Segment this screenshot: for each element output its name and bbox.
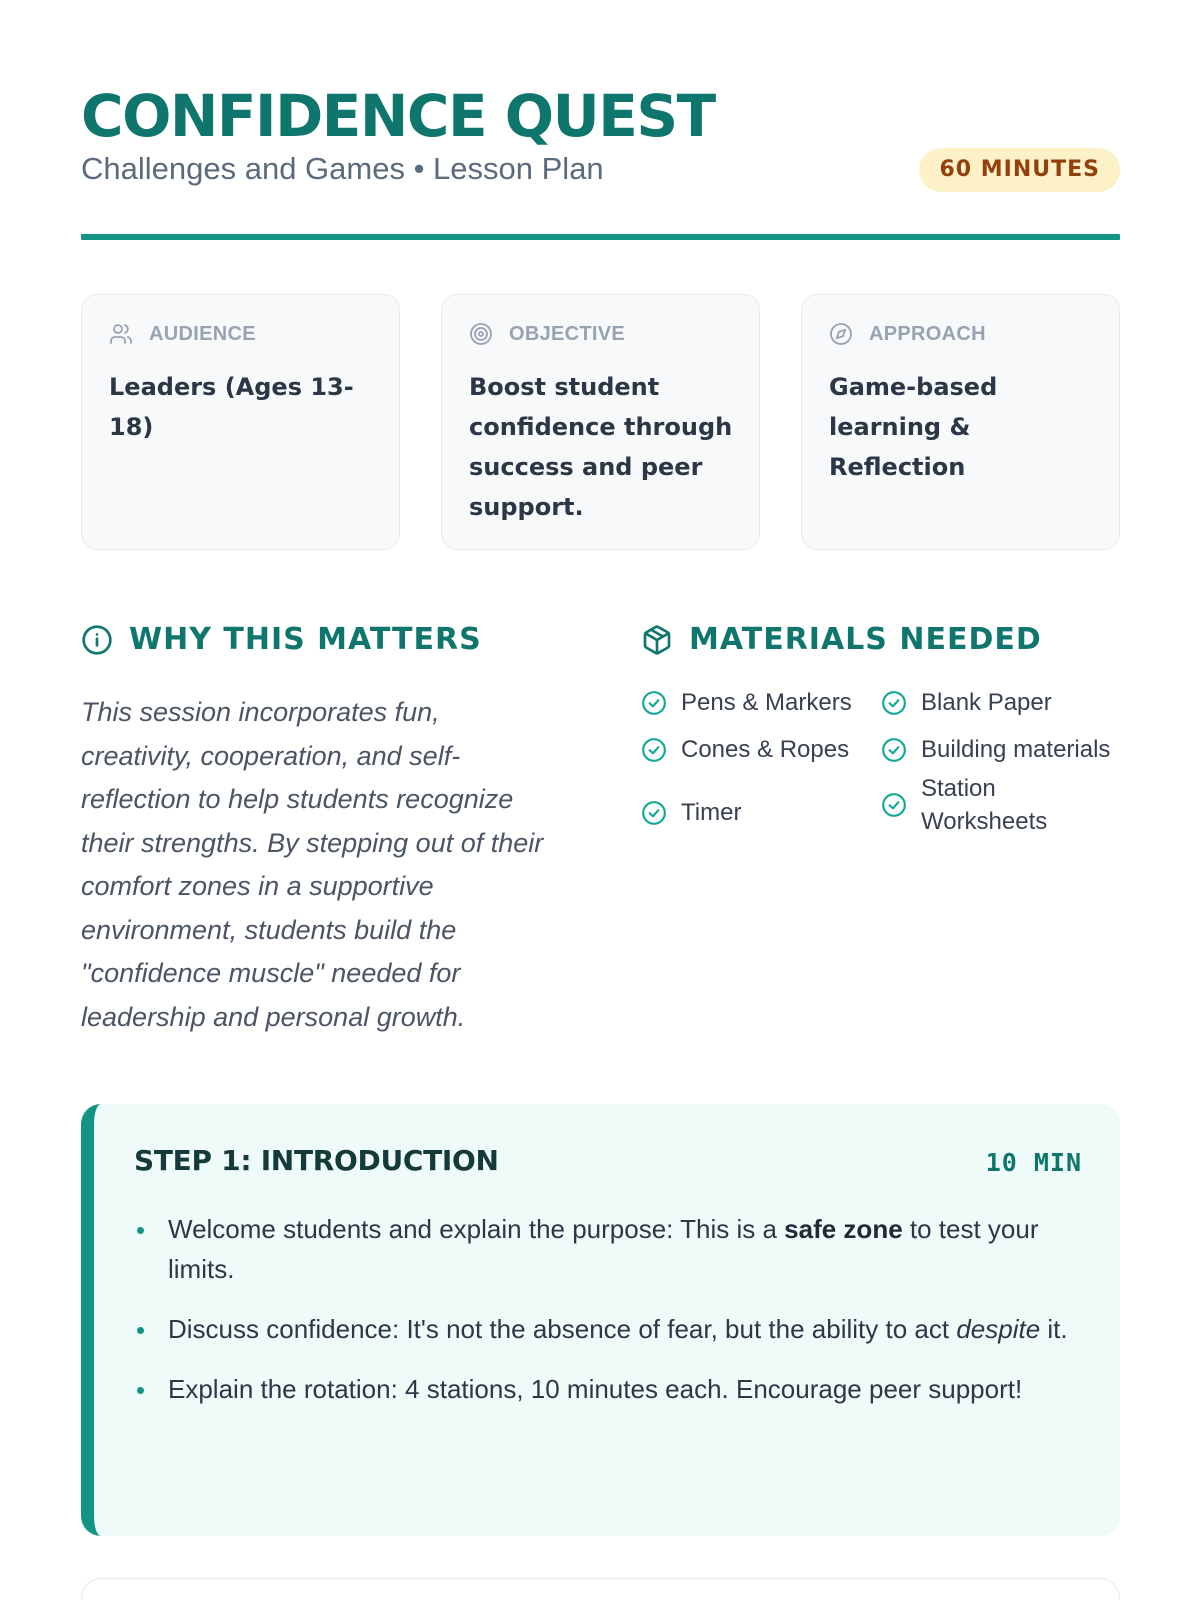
- info-cards: [81, 294, 1120, 550]
- check-circle-icon: [881, 792, 907, 818]
- why-heading: [81, 622, 482, 657]
- next-step-card: [81, 1578, 1120, 1600]
- emphasis-bold: safe zone: [784, 1214, 903, 1244]
- materials-heading: [641, 622, 1042, 657]
- material-item: Building materials: [881, 733, 1110, 767]
- step-bullet: Discuss confidence: It's not the absence of fear, but the ability to act despite it.: [134, 1309, 1082, 1349]
- approach-value: Game-based learning & Reflection: [829, 373, 998, 481]
- step-bullet: Welcome students and explain the purpose: This is a safe zone to test your limits.: [134, 1209, 1082, 1289]
- objective-label-text: OBJECTIVE: [509, 322, 626, 345]
- info-icon: [81, 624, 113, 656]
- approach-card-label: [829, 321, 1093, 347]
- why-text: This session incorporates fun, creativity, cooperation, and self-reflection to help students recognize their strengths. By stepping out of their comfort zones in a supportive environment, students build the "confidence muscle" needed for leadership and personal growth.: [81, 697, 544, 1032]
- material-item: Timer: [641, 796, 741, 830]
- step-bullet-list: [134, 1209, 1082, 1409]
- target-icon: [469, 322, 493, 346]
- audience-value: Leaders (Ages 13-18): [109, 373, 354, 441]
- lesson-plan-page: [81, 0, 1120, 1404]
- duration-badge: 60 MINUTES: [919, 148, 1120, 192]
- objective-card-label: [469, 321, 733, 347]
- audience-card-label: [109, 321, 373, 347]
- step-duration: 10 MIN: [985, 1148, 1082, 1177]
- approach-card: [801, 294, 1120, 550]
- check-circle-icon: [881, 737, 907, 763]
- header-divider: [81, 234, 1120, 240]
- approach-label-text: APPROACH: [869, 322, 986, 345]
- check-circle-icon: [881, 690, 907, 716]
- users-icon: [109, 322, 133, 346]
- check-circle-icon: [641, 800, 667, 826]
- emphasis-italic: despite: [956, 1314, 1041, 1344]
- objective-card: [441, 294, 760, 550]
- material-item: Pens & Markers: [641, 686, 852, 720]
- check-circle-icon: [641, 737, 667, 763]
- material-item: Blank Paper: [881, 686, 1052, 720]
- step-1-card: [81, 1104, 1120, 1536]
- check-circle-icon: [641, 690, 667, 716]
- material-item: Station Worksheets: [881, 772, 1061, 838]
- package-icon: [641, 624, 673, 656]
- audience-label-text: AUDIENCE: [149, 322, 256, 345]
- materials-heading-text: MATERIALS NEEDED: [689, 622, 1042, 657]
- step-bullet: Explain the rotation: 4 stations, 10 minutes each. Encourage peer support!: [134, 1369, 1082, 1409]
- material-item: Cones & Ropes: [641, 733, 849, 767]
- objective-value: Boost student confidence through success and peer support.: [469, 373, 733, 521]
- page-title: CONFIDENCE QUEST: [81, 82, 715, 150]
- compass-icon: [829, 322, 853, 346]
- why-heading-text: WHY THIS MATTERS: [129, 622, 482, 657]
- step-title: STEP 1: INTRODUCTION: [134, 1144, 499, 1177]
- page-subtitle: Challenges and Games • Lesson Plan: [81, 151, 604, 186]
- page-header: [81, 0, 1120, 242]
- audience-card: [81, 294, 400, 550]
